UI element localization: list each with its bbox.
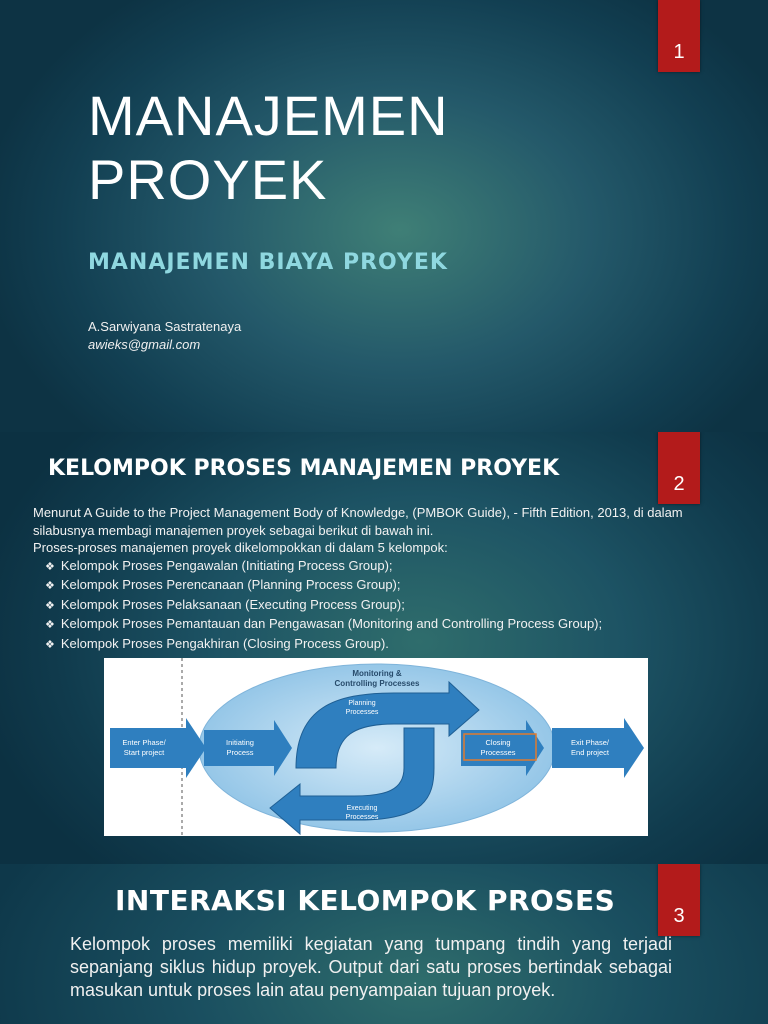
slide-number-badge xyxy=(658,864,700,936)
process-groups-slide xyxy=(0,432,768,864)
interaction-slide xyxy=(0,864,768,1024)
closing-label-2: Processes xyxy=(480,748,516,757)
slide-title: INTERAKSI KELOMPOK PROSES xyxy=(115,884,616,917)
list-item: ❖ Kelompok Proses Pemantauan dan Pengawasan (Monitoring and Controlling Process Group); xyxy=(45,615,733,635)
slide-title xyxy=(88,84,449,212)
slide-title: KELOMPOK PROSES MANAJEMEN PROYEK xyxy=(48,456,560,481)
title-line-2: PROYEK xyxy=(88,148,328,211)
list-item: ❖ Kelompok Proses Perencanaan (Planning Process Group); xyxy=(45,576,733,596)
slide-number: 2 xyxy=(673,473,685,495)
monitoring-label-1: Monitoring & xyxy=(352,669,402,678)
list-item: ❖ Kelompok Proses Pengakhiran (Closing Process Group). xyxy=(45,635,733,655)
slide-subtitle: MANAJEMEN BIAYA PROYEK xyxy=(88,250,448,275)
executing-label-2: Processes xyxy=(345,814,379,821)
closing-label-1: Closing xyxy=(485,738,511,747)
initiating-label-1: Initiating xyxy=(226,738,254,747)
slide-body xyxy=(33,504,733,654)
slide-number: 3 xyxy=(673,905,685,927)
slide-number-badge xyxy=(658,432,700,504)
process-group-list xyxy=(33,557,733,655)
intro-paragraph-2: Proses-proses manajemen proyek dikelompokkan di dalam 5 kelompok: xyxy=(33,540,448,555)
exit-label-1: Exit Phase/ xyxy=(571,738,609,747)
planning-label-1: Planning xyxy=(348,700,376,707)
author-name: A.Sarwiyana Sastratenaya xyxy=(88,319,242,334)
process-diagram-svg xyxy=(104,658,648,836)
exit-label-2: End project xyxy=(571,748,609,757)
list-item: ❖ Kelompok Proses Pelaksanaan (Executing Process Group); xyxy=(45,596,733,616)
slide-number: 1 xyxy=(673,41,685,63)
intro-paragraph: Menurut A Guide to the Project Management Body of Knowledge, (PMBOK Guide), - Fifth Edition, 2013, di dalam silabusnya membagi manajemen proyek sebagai berikut di bawah ini. xyxy=(33,505,683,538)
slide-number-badge xyxy=(658,0,700,72)
executing-label-1: Executing xyxy=(346,805,378,812)
slide-body: Kelompok proses memiliki kegiatan yang tumpang tindih yang terjadi sepanjang siklus hidup proyek. Output dari satu proses bertindak sebagai masukan untuk proses lain atau penyampaian tujuan proyek. xyxy=(70,934,672,1000)
process-group-diagram xyxy=(104,658,648,836)
title-slide xyxy=(0,0,768,432)
initiating-label-2: Process xyxy=(226,748,254,757)
author-email: awieks@gmail.com xyxy=(88,337,201,352)
enter-label-1: Enter Phase/ xyxy=(122,738,166,747)
list-item: ❖ Kelompok Proses Pengawalan (Initiating Process Group); xyxy=(45,557,733,577)
planning-label-2: Processes xyxy=(345,709,379,716)
enter-label-2: Start project xyxy=(123,748,165,757)
title-line-1: MANAJEMEN xyxy=(88,84,449,147)
monitoring-label-2: Controlling Processes xyxy=(334,679,420,688)
